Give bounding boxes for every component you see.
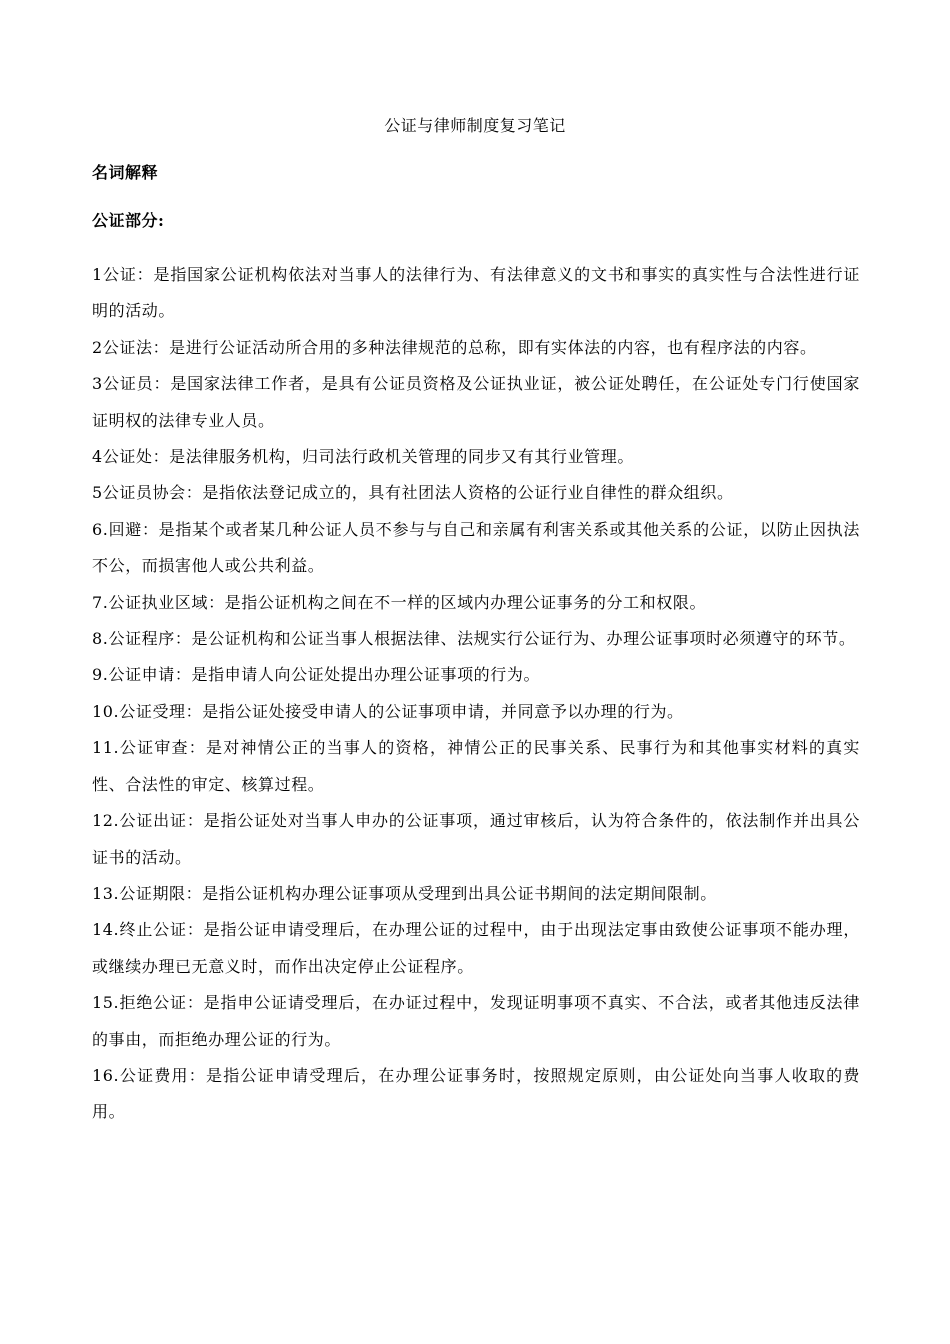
definition-entry: 7.公证执业区域：是指公证机构之间在不一样的区域内办理公证事务的分工和权限。 bbox=[92, 592, 707, 612]
definition-entry: 14.终止公证：是指公证申请受理后，在办理公证的过程中，由于出现法定事由致使公证事项不能办理，或继续办理已无意义时，而作出决定停止公证程序。 bbox=[92, 920, 860, 976]
subsection-heading: 公证部分: bbox=[92, 211, 165, 230]
definition-entry: 1公证：是指国家公证机构依法对当事人的法律行为、有法律意义的文书和事实的真实性与合法性进行证明的活动。 bbox=[92, 265, 860, 321]
definition-entry: 16.公证费用：是指公证申请受理后，在办理公证事务时，按照规定原则，由公证处向当事人收取的费用。 bbox=[92, 1065, 860, 1122]
definition-entry: 5公证员协会：是指依法登记成立的，具有社团法人资格的公证行业自律性的群众组织。 bbox=[92, 483, 734, 503]
definition-entry: 9.公证申请：是指申请人向公证处提出办理公证事项的行为。 bbox=[92, 665, 541, 685]
definition-entry: 12.公证出证：是指公证处对当事人申办的公证事项，通过审核后，认为符合条件的，依法制作并出具公证书的活动。 bbox=[92, 811, 860, 867]
definition-entry: 11.公证审查：是对神情公正的当事人的资格，神情公正的民事关系、民事行为和其他事实材料的真实性、合法性的审定、核算过程。 bbox=[92, 738, 860, 794]
definition-entry: 13.公证期限：是指公证机构办理公证事项从受理到出具公证书期间的法定期间限制。 bbox=[92, 883, 717, 903]
definition-entry: 3公证员：是国家法律工作者，是具有公证员资格及公证执业证，被公证处聘任，在公证处专门行使国家证明权的法律专业人员。 bbox=[92, 374, 860, 430]
definition-entry: 8.公证程序：是公证机构和公证当事人根据法律、法规实行公证行为、办理公证事项时必须遵守的环节。 bbox=[92, 629, 856, 649]
definition-entry: 4公证处：是法律服务机构，归司法行政机关管理的同步又有其行业管理。 bbox=[92, 447, 634, 467]
section-heading: 名词解释 bbox=[92, 163, 159, 182]
definition-entry: 10.公证受理：是指公证处接受申请人的公证事项申请，并同意予以办理的行为。 bbox=[92, 701, 684, 721]
definition-list bbox=[92, 257, 860, 1131]
document-title: 公证与律师制度复习笔记 bbox=[384, 116, 566, 135]
definition-entry: 15.拒绝公证：是指申公证请受理后，在办证过程中，发现证明事项不真实、不合法，或者其他违反法律的事由，而拒绝办理公证的行为。 bbox=[92, 993, 860, 1049]
definition-entry: 2公证法：是进行公证活动所合用的多种法律规范的总称，即有实体法的内容，也有程序法的内容。 bbox=[92, 337, 817, 357]
definition-entry: 6.回避：是指某个或者某几种公证人员不参与与自己和亲属有利害关系或其他关系的公证，以防止因执法不公，而损害他人或公共利益。 bbox=[92, 519, 860, 576]
